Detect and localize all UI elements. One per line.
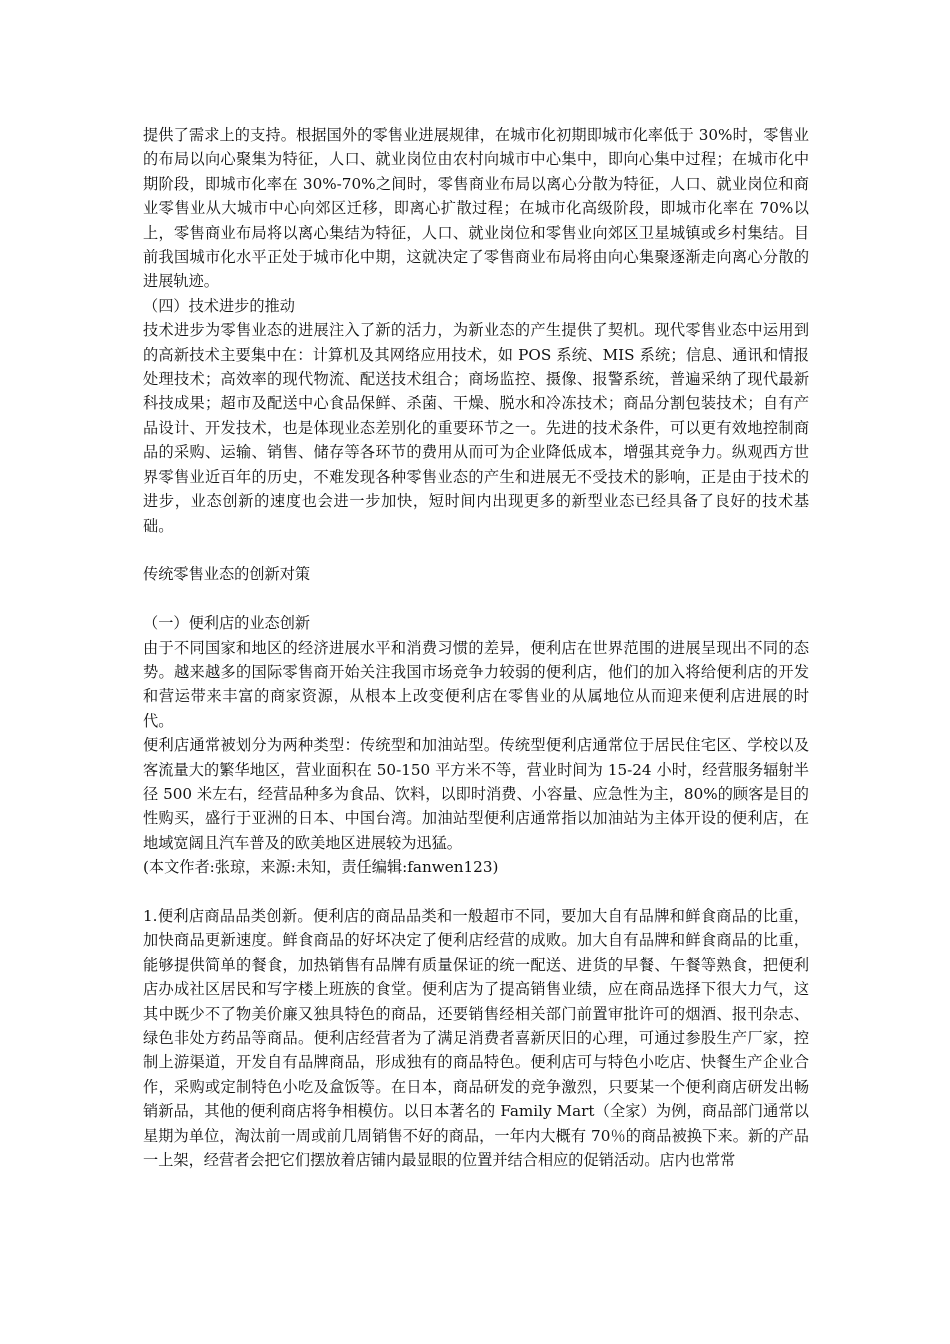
section-heading-innovation: 传统零售业态的创新对策 — [143, 565, 311, 584]
section-heading-technology: （四）技术进步的推动 — [143, 296, 295, 315]
paragraph-product-innovation: 1.便利店商品品类创新。便利店的商品品类和一般超市不同，要加大自有品牌和鲜食商品的比重，加快商品更新速度。鲜食商品的好坏决定了便利店经营的成败。加大自有品牌和鲜食商品的比重，能够提供简单的餐食，加热销售有品牌有质量保证的统一配送、进货的早餐、午餐等熟食，把便利店办成社区居民和写字楼上班族的食堂。便利店为了提高销售业绩，应在商品选择下很大力气，这其中既少不了物美价廉又独具特色的商品，还要销售经相关部门前置审批许可的烟酒、报刊杂志、绿色非处方药品等商品。便利店经营者为了满足消费者喜新厌旧的心理，可通过参股生产厂家，控制上游渠道，开发自有品牌商品，形成独有的商品特色。便利店可与特色小吃店、快餐生产企业合作，采购或定制特色小吃及盒饭等。在日本，商品研发的竞争激烈，只要某一个便利商店研发出畅销新品，其他的便利商店将争相模仿。以日本著名的 Family Mart（全家）为例，商品部门通常以星期为单位，淘汰前一周或前几周销售不好的商品，一年内大概有 70％的商品被换下来。新的产品一上架，经营者会把它们摆放着店铺内最显眼的位置并结合相应的促销活动。店内也常常 — [143, 906, 809, 1170]
document-page — [143, 123, 809, 1172]
paragraph-technology: 技术进步为零售业态的进展注入了新的活力，为新业态的产生提供了契机。现代零售业态中运用到的高新技术主要集中在：计算机及其网络应用技术，如 POS 系统、MIS 系统；信息、通讯和情报处理技术；高效率的现代物流、配送技术组合；商场监控、摄像、报警系统，普遍采纳了现代最新科技成果；超市及配送中心食品保鲜、杀菌、干燥、脱水和冷冻技术；商品分割包装技术；自有产品设计、开发技术，也是体现业态差别化的重要环节之一。先进的技术条件，可以更有效地控制商品的采购、运输、销售、储存等各环节的费用从而可为企业降低成本，增强其竞争力。纵观西方世界零售业近百年的历史，不难发现各种零售业态的产生和进展无不受技术的影响，正是由于技术的进步，业态创新的速度也会进一步加快，短时间内出现更多的新型业态已经具备了良好的技术基础。 — [143, 321, 809, 535]
blank-line — [143, 587, 809, 611]
author-note: (本文作者:张琼，来源:未知，责任编辑:fanwen123) — [143, 858, 499, 877]
paragraph-convenience-intro: 由于不同国家和地区的经济进展水平和消费习惯的差异，便利店在世界范围的进展呈现出不同的态势。越来越多的国际零售商开始关注我国市场竞争力较弱的便利店，他们的加入将给便利店的开发和营运带来丰富的商家资源，从根本上改变便利店在零售业的从属地位从而迎来便利店进展的时代。 — [143, 638, 809, 730]
paragraph-convenience-types: 便利店通常被划分为两种类型：传统型和加油站型。传统型便利店通常位于居民住宅区、学校以及客流量大的繁华地区，营业面积在 50-150 平方米不等，营业时间为 15-24 小时，经营服务辐射半径 500 米左右，经营品种多为食品、饮料，以即时消费、小容量、应急性为主，80%的顾客是目的性购买，盛行于亚洲的日本、中国台湾。加油站型便利店通常指以加油站为主体开设的便利店，在地域宽阔且汽车普及的欧美地区进展较为迅猛。 — [143, 736, 809, 852]
blank-line — [143, 880, 809, 904]
paragraph-urbanization: 提供了需求上的支持。根据国外的零售业进展规律，在城市化初期即城市化率低于 30%时，零售业的布局以向心聚集为特征，人口、就业岗位由农村向城市中心集中，即向心集中过程；在城市化中期阶段，即城市化率在 30%-70%之间时，零售商业布局以离心分散为特征，人口、就业岗位和商业零售业从大城市中心向郊区迁移，即离心扩散过程；在城市化高级阶段，即城市化率在 70%以上，零售商业布局将以离心集结为特征，人口、就业岗位和零售业向郊区卫星城镇或乡村集结。目前我国城市化水平正处于城市化中期，这就决定了零售商业布局将由向心集聚逐渐走向离心分散的进展轨迹。 — [143, 126, 809, 291]
blank-line — [143, 538, 809, 562]
section-heading-convenience-store: （一）便利店的业态创新 — [143, 614, 311, 633]
